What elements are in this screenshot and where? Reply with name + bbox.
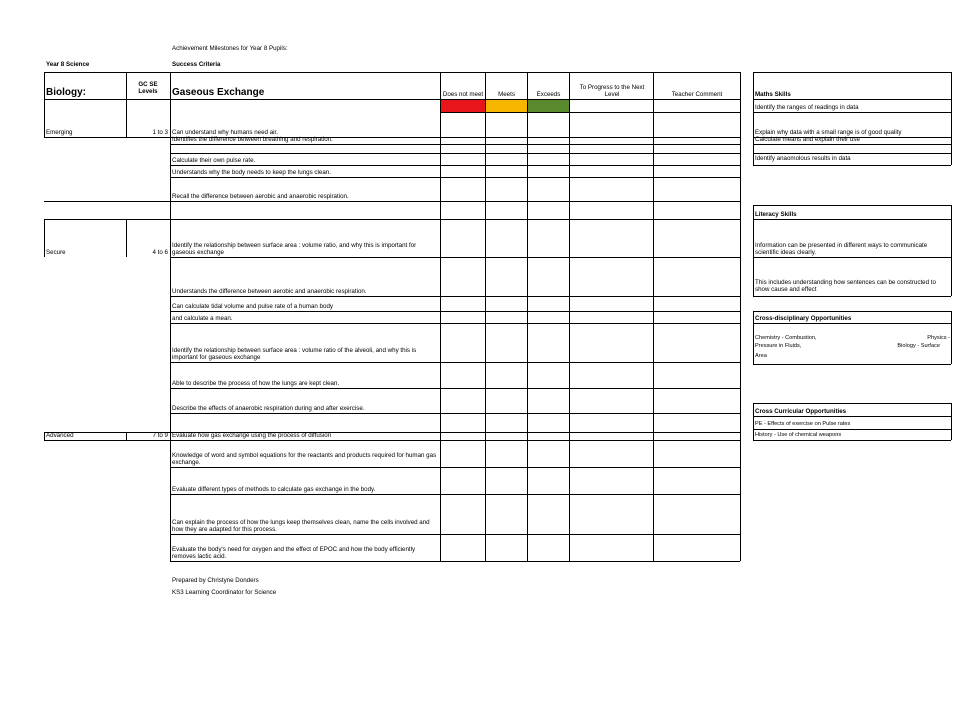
band-advanced-levels: 7 to 9: [152, 432, 168, 439]
criterion-row: Identify the relationship between surface area : volume ratio, and why this is important for gaseous exchange: [172, 242, 417, 256]
cross-disc-pressure: Pressure in Fluids,: [755, 343, 802, 349]
success-criteria-label: Success Criteria: [172, 61, 221, 68]
criterion-row: Understands why the body needs to keep the lungs clean.: [172, 169, 331, 176]
green-swatch: [528, 100, 569, 112]
teacher-comment-header: Teacher Comment: [671, 91, 723, 98]
page-title: Achievement Milestones for Year 8 Pupils:: [172, 45, 288, 52]
band-advanced: Advanced: [46, 432, 74, 439]
criterion-row: Evaluate how gas exchange using the process of diffusion: [172, 432, 332, 439]
band-emerging: Emerging: [46, 129, 73, 136]
literacy-skills-title: Literacy Skills: [755, 211, 797, 218]
cross-curricular-item: History - Use of chemical weapons: [755, 432, 842, 438]
amber-swatch: [486, 100, 527, 112]
criterion-row: Evaluate the body's need for oxygen and the effect of EPOC and how the body efficiently removes lactic acid.: [172, 546, 416, 560]
maths-skill-item: Identify anaomolous results in data: [755, 155, 851, 162]
criterion-row: Recall the difference between aerobic and anaerobic respiration.: [172, 193, 349, 200]
to-progress-header: To Progress to the Next Level: [579, 84, 645, 98]
cross-disciplinary-title: Cross-disciplinary Opportunities: [755, 315, 852, 322]
maths-skill-item: Explain why data with a small range is of good quality: [755, 129, 902, 136]
year-label: Year 8 Science: [46, 61, 90, 68]
subject-label: Biology:: [46, 87, 86, 98]
literacy-skill-item: Information can be presented in different ways to communicate scientific ideas clearly.: [755, 242, 928, 256]
band-emerging-levels: 1 to 3: [152, 129, 168, 136]
prepared-by-role: KS3 Learning Coordinator for Science: [172, 589, 277, 596]
maths-skill-item: Calculate means and explain their use: [755, 136, 860, 143]
criterion-row: Calculate their own pulse rate.: [172, 157, 256, 164]
criterion-row: Describe the effects of anaerobic respiration during and after exercise.: [172, 405, 365, 412]
topic-title: Gaseous Exchange: [172, 87, 265, 98]
band-secure: Secure: [46, 249, 66, 256]
cross-disc-area: Area: [755, 353, 767, 359]
prepared-by: Prepared by Christyne Donders: [172, 577, 259, 584]
cross-curricular-title: Cross Curricular Opportunities: [755, 408, 847, 415]
cross-disc-biology: Biology - Surface: [897, 343, 940, 349]
exceeds-header: Exceeds: [536, 91, 561, 98]
criterion-row: Evaluate different types of methods to calculate gas exchange in the body.: [172, 486, 376, 493]
gcse-levels-header: GC SE Levels: [138, 81, 158, 95]
cross-disc-physics: Physics -: [927, 335, 950, 341]
cross-disc-chemistry: Chemistry - Combustion,: [755, 335, 817, 341]
criterion-row: Understands the difference between aerobic and anaerobic respiration.: [172, 288, 367, 295]
red-swatch: [441, 100, 485, 112]
maths-skills-title: Maths Skills: [755, 91, 791, 98]
criterion-row: Knowledge of word and symbol equations for the reactants and products required for human gas exchange.: [172, 452, 437, 466]
criterion-row: Can explain the process of how the lungs keep themselves clean, name the cells involved and how they are adapted for this process.: [172, 519, 430, 533]
criterion-row: and calculate a mean.: [172, 315, 233, 322]
does-not-meet-header: Does not meet: [442, 91, 484, 98]
criterion-row: Can calculate tidal volume and pulse rate of a human body: [172, 303, 333, 310]
criterion-row: Able to describe the process of how the lungs are kept clean.: [172, 380, 340, 387]
meets-header: Meets: [498, 91, 515, 98]
band-secure-levels: 4 to 6: [152, 249, 168, 256]
criterion-row: Identifies the difference between breathing and respiration.: [172, 136, 333, 143]
cross-curricular-item: PE - Effects of exercise on Pulse rates: [755, 421, 851, 427]
criterion-row: Can understand why humans need air.: [172, 129, 278, 136]
literacy-skill-item: This includes understanding how sentences can be constructed to show cause and effect: [755, 279, 936, 293]
maths-skill-item: Identify the ranges of readings in data: [755, 104, 859, 111]
criterion-row: Identify the relationship between surface area : volume ratio of the alveoli, and why this is important for gaseous exchange: [172, 347, 417, 361]
